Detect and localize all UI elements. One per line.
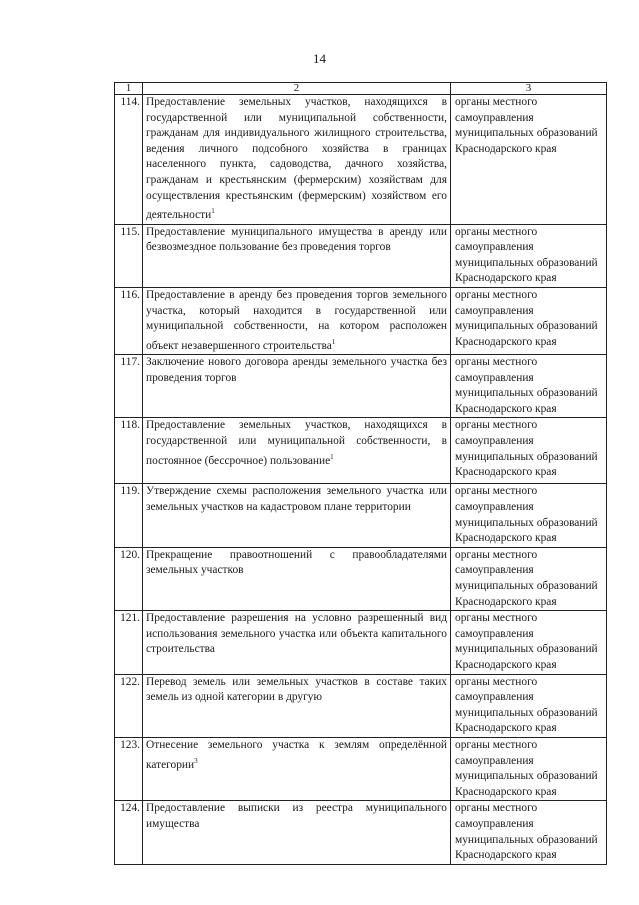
service-name: Предоставление разрешения на условно разрешенный вид использования земельного участка или объекта капитального строительства [146, 612, 447, 656]
row-number: 120. [115, 547, 143, 610]
page-number: 14 [313, 51, 326, 66]
footnote-mark: 3 [194, 756, 198, 765]
responsible-body: органы местного самоуправления муниципальных образований Краснодарского края [451, 418, 607, 484]
service-cell [143, 611, 451, 674]
table-row [115, 418, 607, 484]
table-header-row [115, 83, 607, 95]
row-number: 115. [115, 224, 143, 287]
table-row [115, 737, 607, 800]
service-name: Предоставление муниципального имущества в аренду или безвозмездное пользование без проведения торгов [146, 225, 447, 254]
row-number: 124. [115, 801, 143, 864]
service-cell [143, 547, 451, 610]
service-name: Предоставление земельных участков, находящихся в государственной или муниципальной собственности, гражданам для индивидуального жилищного строительства, ведения личного подсобного хозяйства в границах населенного пункта, садоводства, дачного хозяйства, гражданам и крестьянским (фермерским) хозяйствам для осуществления крестьянским (фермерским) хозяйством его деятельности [146, 96, 447, 221]
responsible-body: органы местного самоуправления муниципальных образований Краснодарского края [451, 737, 607, 800]
row-number: 116. [115, 287, 143, 354]
responsible-body: органы местного самоуправления муниципальных образований Краснодарского края [451, 355, 607, 418]
responsible-body: органы местного самоуправления муниципальных образований Краснодарского края [451, 611, 607, 674]
service-name: Предоставление земельных участков, находящихся в государственной или муниципальной собственности, в постоянное (бессрочное) пользование [146, 419, 447, 467]
header-col-service: 2 [143, 83, 451, 95]
service-cell [143, 674, 451, 737]
service-cell [143, 95, 451, 225]
table-row [115, 611, 607, 674]
table-row [115, 484, 607, 547]
service-cell [143, 287, 451, 354]
service-name: Перевод земель или земельных участков в составе таких земель из одной категории в другую [146, 675, 447, 704]
service-name: Предоставление в аренду без проведения торгов земельного участка, который находится в государственной или муниципальной собственности, на котором расположен объект незавершенного строительства [146, 288, 447, 352]
table-row [115, 355, 607, 418]
row-number: 123. [115, 737, 143, 800]
responsible-body: органы местного самоуправления муниципальных образований Краснодарского края [451, 287, 607, 354]
row-number: 119. [115, 484, 143, 547]
table-row [115, 547, 607, 610]
header-col-body: 3 [451, 83, 607, 95]
service-cell [143, 418, 451, 484]
service-cell [143, 801, 451, 864]
service-cell [143, 224, 451, 287]
row-number: 122. [115, 674, 143, 737]
table-row [115, 287, 607, 354]
service-cell [143, 355, 451, 418]
table-row [115, 674, 607, 737]
responsible-body: органы местного самоуправления муниципальных образований Краснодарского края [451, 484, 607, 547]
header-col-number: 1 [115, 83, 143, 95]
service-name: Заключение нового договора аренды земельного участка без проведения торгов [146, 356, 447, 384]
responsible-body: органы местного самоуправления муниципальных образований Краснодарского края [451, 224, 607, 287]
service-cell [143, 484, 451, 547]
service-name: Отнесение земельного участка к землям определённой категории [146, 738, 447, 771]
responsible-body: органы местного самоуправления муниципальных образований Краснодарского края [451, 801, 607, 864]
responsible-body: органы местного самоуправления муниципальных образований Краснодарского края [451, 95, 607, 225]
row-number: 121. [115, 611, 143, 674]
services-table [114, 82, 607, 865]
table-row [115, 95, 607, 225]
service-cell [143, 737, 451, 800]
footnote-mark: 1 [331, 337, 336, 346]
service-name: Утверждение схемы расположения земельного участка или земельных участков на кадастровом плане территории [146, 485, 447, 514]
service-name: Прекращение правоотношений с правообладателями земельных участков [146, 548, 447, 577]
row-number: 118. [115, 418, 143, 484]
row-number: 114. [115, 95, 143, 225]
footnote-mark: 1 [211, 207, 215, 216]
table-row [115, 224, 607, 287]
table-row [115, 801, 607, 864]
responsible-body: органы местного самоуправления муниципальных образований Краснодарского края [451, 547, 607, 610]
service-name: Предоставление выписки из реестра муниципального имущества [146, 802, 447, 830]
footnote-mark: 1 [330, 452, 334, 461]
responsible-body: органы местного самоуправления муниципальных образований Краснодарского края [451, 674, 607, 737]
row-number: 117. [115, 355, 143, 418]
